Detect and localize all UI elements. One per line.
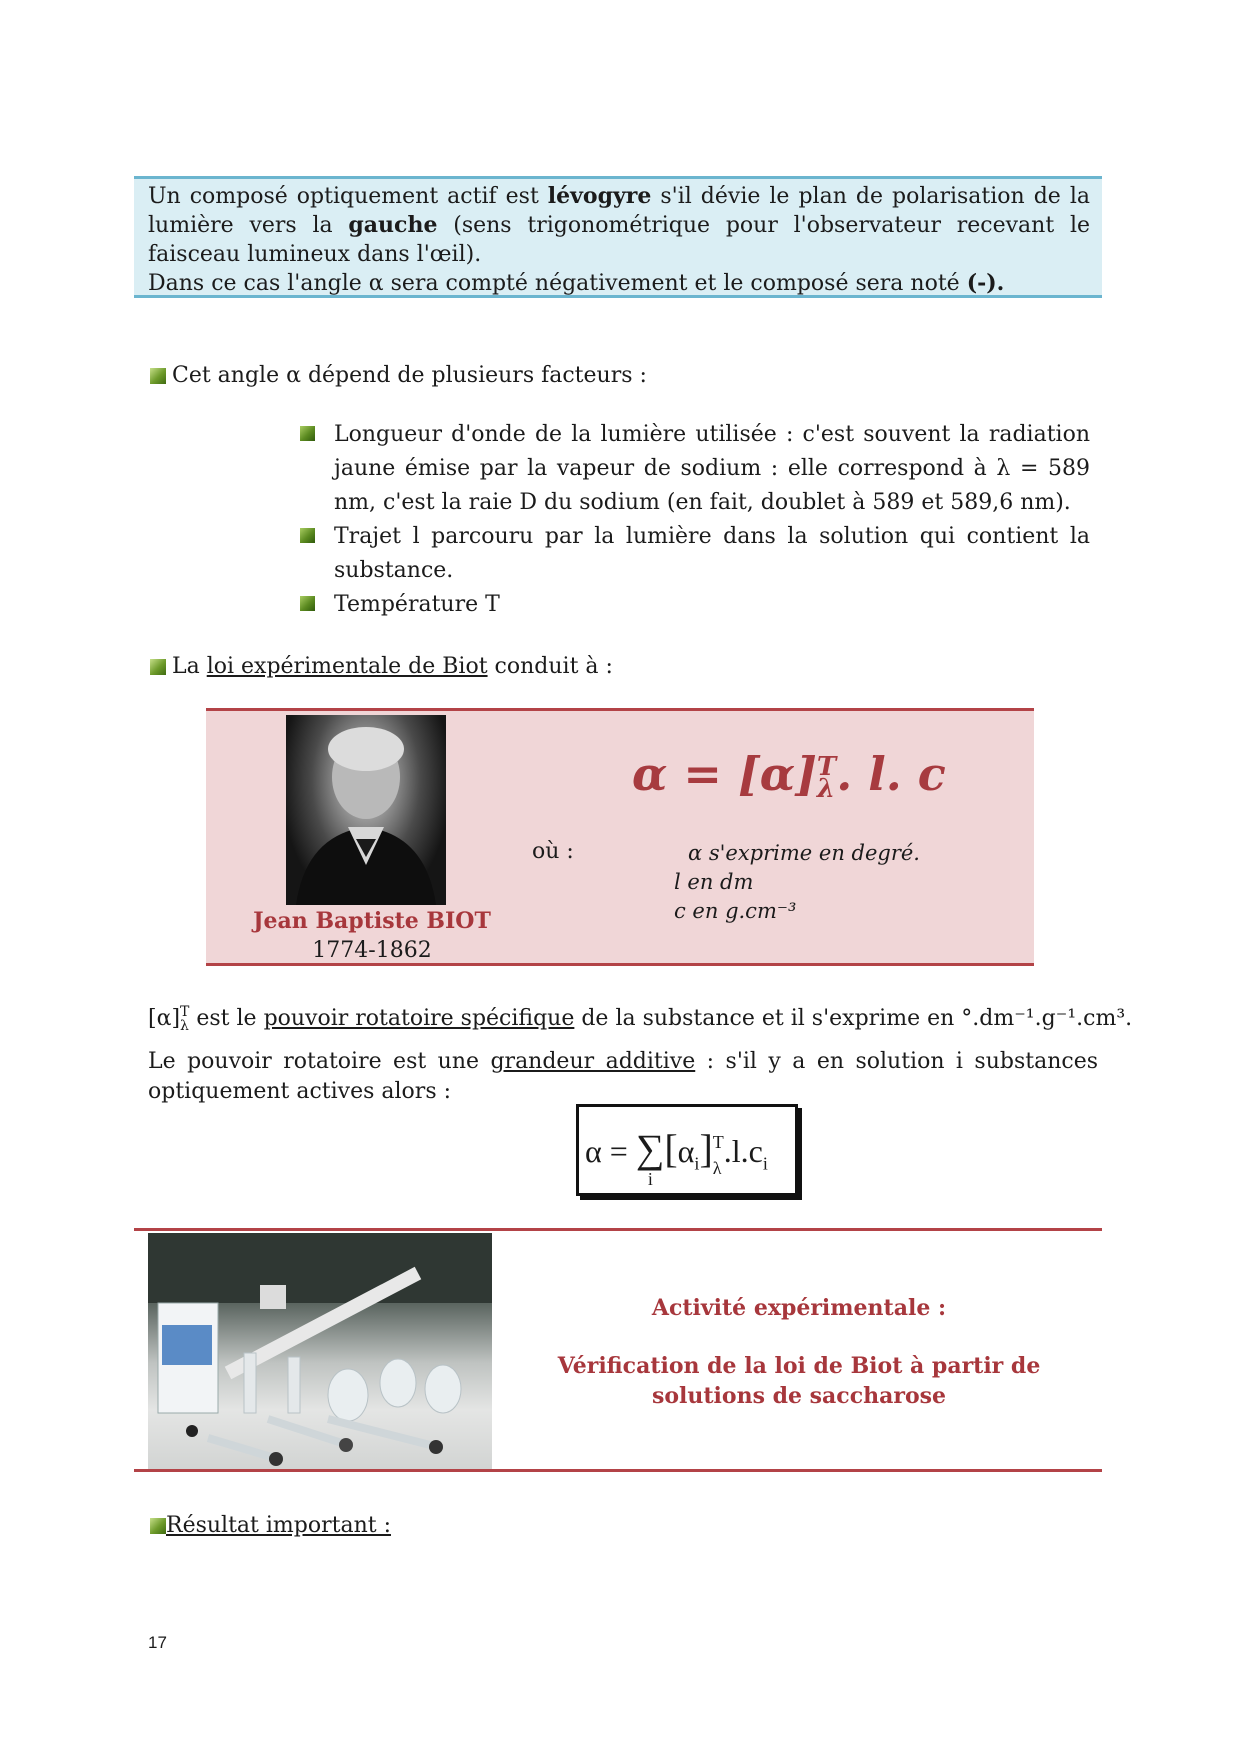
definition-text-3: (sens trigonométrique pour l'observateur recevant le faisceau lumineux dans l'œil).: [148, 213, 1091, 267]
square-bullet-icon: [150, 368, 166, 384]
unit-length-text: l en dm: [674, 870, 754, 894]
portrait-figure-icon: [286, 715, 446, 905]
square-bullet-icon: [150, 1518, 166, 1534]
biot-law-box: [206, 708, 1034, 966]
activity-subtitle: Vérification de la loi de Biot à partir de solutions de saccharose: [557, 1353, 1041, 1409]
unit-concentration: [674, 897, 920, 926]
unit-concentration-text: c en g.cm⁻³: [674, 899, 797, 923]
definition-text-4: Dans ce cas l'angle α sera compté négativement et le composé sera noté: [148, 271, 967, 296]
specific-sup: T: [180, 1004, 190, 1020]
sum-sup: T: [712, 1131, 724, 1152]
polarimeter-lab-photo: [148, 1233, 492, 1469]
factor-path: Trajet l parcouru par la lumière dans la solution qui contient la substance.: [334, 524, 1090, 583]
minus-notation: (-).: [966, 270, 1005, 296]
result-heading: [150, 1511, 391, 1541]
biot-formula: [632, 747, 946, 804]
sum-tail: .l.c: [723, 1133, 763, 1169]
biot-portrait-image: [286, 715, 446, 905]
ou-label: où :: [532, 839, 574, 864]
activity-section: [134, 1228, 1102, 1472]
biot-heading-a: La: [172, 654, 207, 679]
biot-law-heading: [150, 652, 613, 682]
activity-title: Activité expérimentale :: [651, 1295, 947, 1321]
additive-text-a: Le pouvoir rotatoire est une: [148, 1049, 491, 1074]
sigma-index: i: [647, 1169, 653, 1189]
biot-formula-lhs: α = [α]: [632, 747, 817, 801]
biot-formula-sub: λ: [816, 774, 836, 804]
inner-index: i: [694, 1153, 700, 1174]
square-bullet-icon: [300, 426, 315, 441]
additive-paragraph: [148, 1047, 1098, 1107]
inner-alpha: α: [677, 1133, 695, 1169]
page-number: 17: [148, 1633, 167, 1652]
unit-alpha-text: α s'exprime en degré.: [688, 841, 920, 865]
gauche-term: gauche: [348, 212, 438, 238]
square-bullet-icon: [300, 528, 315, 543]
factors-heading-text: Cet angle α dépend de plusieurs facteurs :: [172, 363, 647, 388]
levogyre-term: lévogyre: [547, 183, 652, 209]
factors-list: [300, 418, 1090, 622]
additive-text-b: : s'il y a en solution i substances optiquement actives alors :: [148, 1049, 1098, 1104]
result-heading-text: Résultat important :: [166, 1513, 391, 1538]
unit-length: [674, 868, 920, 897]
definition-box: [134, 176, 1102, 298]
sigma-glyph: ∑: [635, 1126, 665, 1171]
definition-text-2: s'il dévie le plan de polarisation de la lumière vers la: [148, 184, 1090, 238]
square-bullet-icon: [300, 596, 315, 611]
biot-heading-b: conduit à :: [487, 654, 613, 679]
specific-symbol: [α]: [148, 1006, 181, 1031]
sum-alpha-eq: α =: [585, 1133, 628, 1169]
specific-text-b: de la substance et il s'exprime en °.dm⁻¹.g⁻¹.cm³.: [574, 1006, 1133, 1031]
biot-dates: 1774-1862: [312, 938, 432, 963]
sigma-symbol: [635, 1125, 665, 1189]
factors-heading: [150, 361, 647, 391]
sum-tail-index: i: [762, 1153, 768, 1174]
additive-text-underlined: grandeur additive: [490, 1049, 696, 1074]
specific-rotatory-line: [148, 1004, 1133, 1034]
sum-sub: λ: [712, 1157, 722, 1178]
list-item: [300, 520, 1090, 588]
sum-formula: α = ∑ i $[\alpha_i]$ T λ $.l.c_i$: [585, 1126, 768, 1189]
biot-formula-rhs: . l. c: [836, 747, 946, 801]
specific-text-underlined: pouvoir rotatoire spécifique: [263, 1006, 575, 1031]
lab-equipment-icon: [148, 1233, 492, 1469]
units-list: [674, 839, 920, 926]
biot-formula-sup: T: [816, 752, 837, 782]
definition-text-1: Un composé optiquement actif est: [148, 184, 548, 209]
unit-alpha: [674, 839, 920, 868]
list-item: [300, 588, 1090, 622]
factor-wavelength: Longueur d'onde de la lumière utilisée : c'est souvent la radiation jaune émise par la vapeur de sodium : elle correspond à λ = 589 nm, c'est la raie D du sodium (en fait, doublet à 589 et 589,6 nm).: [334, 422, 1090, 515]
square-bullet-icon: [150, 659, 166, 675]
specific-sub: λ: [180, 1018, 189, 1034]
factor-temperature: Température T: [334, 592, 500, 617]
specific-text-a: est le: [189, 1006, 264, 1031]
sum-formula-box: [576, 1104, 798, 1196]
list-item: [300, 418, 1090, 520]
biot-name: Jean Baptiste BIOT: [253, 908, 491, 934]
biot-heading-underlined: loi expérimentale de Biot: [206, 654, 488, 679]
